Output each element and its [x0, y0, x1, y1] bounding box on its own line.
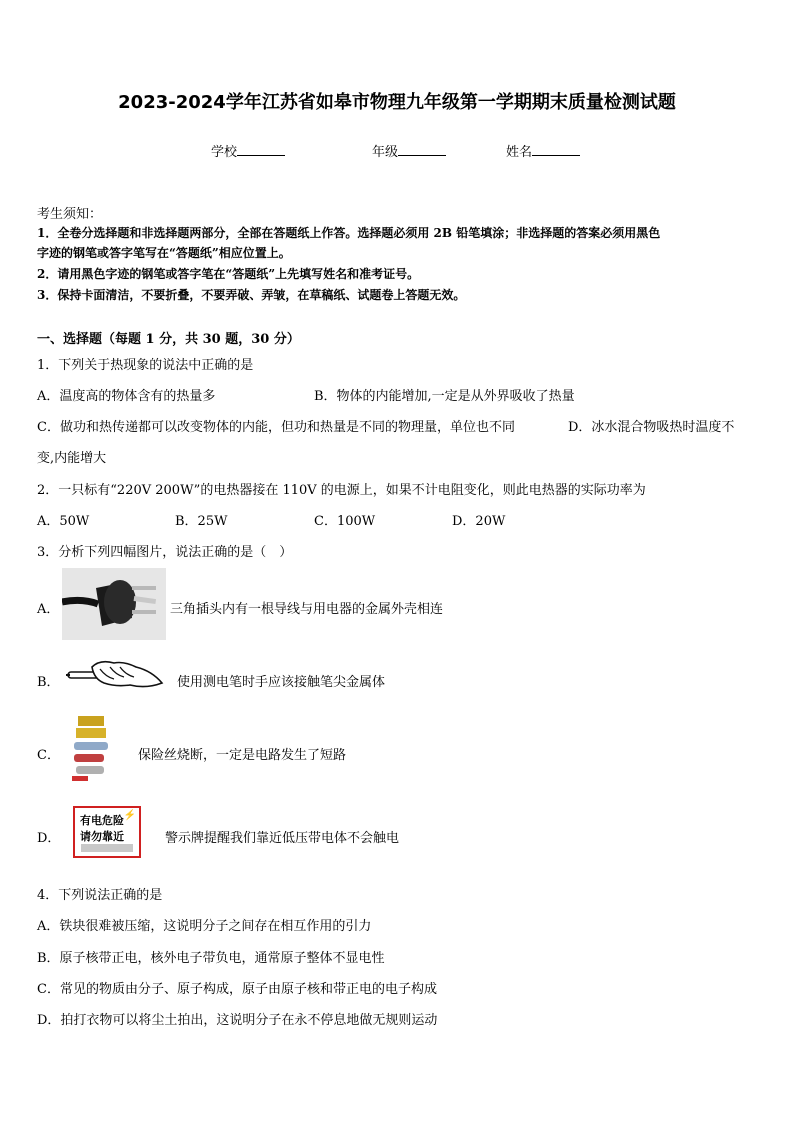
q3-option-c-text: 保险丝烧断，一定是电路发生了短路	[138, 748, 347, 763]
three-pin-plug-image	[62, 568, 166, 640]
school-field	[211, 141, 285, 160]
q2-stem: 2．一只标有“220V 200W”的电热器接在 110V 的电源上，如果不计电阻变化，则此电热器的实际功率为	[37, 483, 646, 498]
q1-option-c: C．做功和热传递都可以改变物体的内能，但功和热量是不同的物理量，单位也不同	[37, 420, 515, 435]
q3-option-c-label: C．	[37, 748, 60, 763]
name-field	[506, 141, 580, 160]
q1-option-d-cont: 变,内能增大	[37, 451, 107, 466]
q4-option-b: B．原子核带正电，核外电子带负电，通常原子整体不显电性	[37, 951, 385, 966]
page-title: 2023-2024学年江苏省如皋市物理九年级第一学期期末质量检测试题	[118, 92, 676, 113]
q1-option-a: A．温度高的物体含有的热量多	[37, 389, 216, 404]
notice-line-3: 3．保持卡面清洁，不要折叠，不要弄破、弄皱，在草稿纸、试题卷上答题无效。	[37, 288, 466, 302]
notice-line-1: 1．全卷分选择题和非选择题两部分，全部在答题纸上作答。选择题必须用 2B 铅笔填涂；非选择题的答案必须用黑色	[37, 226, 661, 240]
notice-line-1b: 字迹的钢笔或答字笔写在“答题纸”相应位置上。	[37, 246, 291, 260]
q4-option-c: C．常见的物质由分子、原子构成，原子由原子核和带正电的电子构成	[37, 982, 437, 997]
danger-sign-line-1: 有电危险	[80, 814, 124, 827]
q2-option-d: D．20W	[452, 514, 506, 529]
q1-option-b: B．物体的内能增加,一定是从外界吸收了热量	[314, 389, 575, 404]
q3-option-a-label: A．	[37, 602, 60, 617]
q2-option-b: B．25W	[175, 514, 228, 529]
q3-option-b-text: 使用测电笔时手应该接触笔尖金属体	[177, 675, 386, 690]
danger-sign	[73, 806, 141, 858]
danger-sign-line-2: 请勿靠近	[80, 830, 124, 843]
q3-option-d-label: D．	[37, 831, 61, 846]
q1-option-d: D．冰水混合物吸热时温度不	[568, 420, 735, 435]
school-label: 学校	[211, 145, 238, 160]
q2-option-a: A．50W	[37, 514, 90, 529]
q4-option-d: D．拍打衣物可以将尘土拍出，这说明分子在永不停息地做无规则运动	[37, 1013, 438, 1028]
notice-line-2: 2．请用黑色字迹的钢笔或答字笔在“答题纸”上先填写姓名和准考证号。	[37, 267, 420, 281]
grade-field	[372, 141, 446, 160]
school-blank	[237, 144, 285, 156]
notice-heading: 考生须知：	[37, 207, 103, 222]
q3-option-a-text: 三角插头内有一根导线与用电器的金属外壳相连	[170, 602, 444, 617]
q1-stem: 1．下列关于热现象的说法中正确的是	[37, 358, 254, 373]
grade-blank	[398, 144, 446, 156]
q4-option-a: A．铁块很难被压缩，这说明分子之间存在相互作用的引力	[37, 919, 372, 934]
q3-stem: 3．分析下列四幅图片，说法正确的是（ ）	[37, 545, 293, 560]
q3-option-b-label: B．	[37, 675, 60, 690]
test-pen-hand-image	[66, 655, 166, 695]
lightning-icon: ⚡	[123, 810, 136, 821]
q3-option-d-text: 警示牌提醒我们靠近低压带电体不会触电	[165, 831, 400, 846]
section-heading: 一、选择题（每题 1 分，共 30 题，30 分）	[37, 332, 300, 347]
fuse-image	[72, 714, 112, 782]
grade-label: 年级	[372, 145, 399, 160]
name-label: 姓名	[506, 145, 533, 160]
q4-stem: 4．下列说法正确的是	[37, 888, 163, 903]
sign-base	[81, 844, 133, 852]
name-blank	[532, 144, 580, 156]
q2-option-c: C．100W	[314, 514, 376, 529]
